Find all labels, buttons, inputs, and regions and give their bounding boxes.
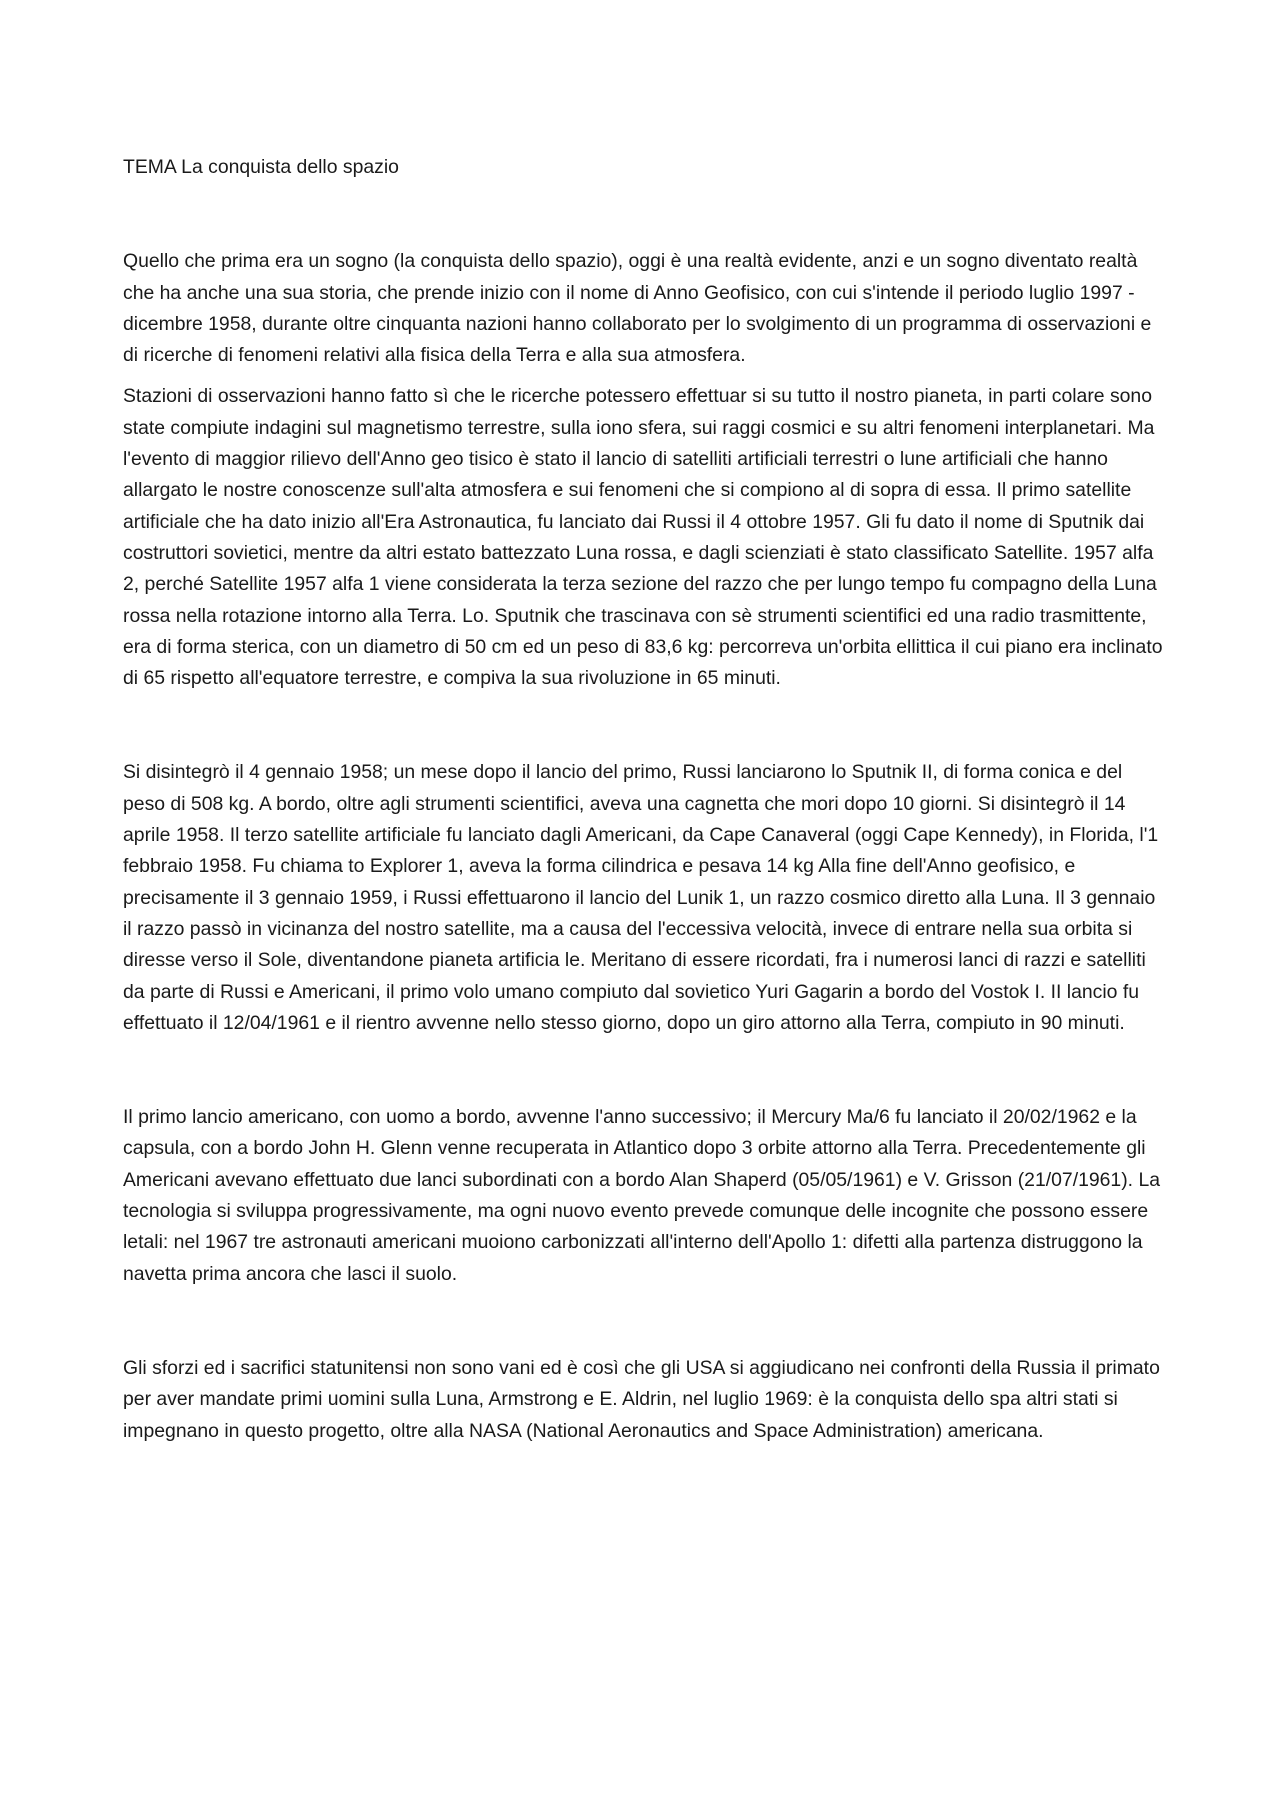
paragraph-2: Stazioni di osservazioni hanno fatto sì che le ricerche potessero effettuar si su tutto il nostro pianeta, in parti colare sono state compiute indagini sul magnetismo terrestre, sulla iono sfera, sui raggi cosmici e su altri fenomeni interplanetari. Ma l'evento di maggior rilievo dell'Anno geo tisico è stato il lancio di satelliti artificiali terrestri o lune artificiali che hanno allargato le nostre conoscenze sull'alta atmosfera e sui fenomeni che si compiono al di sopra di essa. Il primo satellite artificiale che ha dato inizio all'Era Astronautica, fu lanciato dai Russi il 4 ottobre 1957. Gli fu dato il nome di Sputnik dai costruttori sovietici, mentre da altri estato battezzato Luna rossa, e dagli scienziati è stato classificato Satellite. 1957 alfa 2, perché Satellite 1957 alfa 1 viene considerata la terza sezione del razzo che per lungo tempo fu compagno della Luna rossa nella rotazione intorno alla Terra. Lo. Sputnik che trascinava con sè strumenti scientifici ed una radio trasmittente, era di forma sterica, con un diametro di 50 cm ed un peso di 83,6 kg: percorreva un'orbita ellittica il cui piano era inclinato di 65 rispetto all'equatore terrestre, e compiva la sua rivoluzione in 65 minuti. [123,385,1163,690]
document-body [123,152,1168,1447]
paragraph-1: Quello che prima era un sogno (la conquista dello spazio), oggi è una realtà evidente, anzi e un sogno diventato realtà che ha anche una sua storia, che prende inizio con il nome di Anno Geofisico, con cui s'intende il periodo luglio 1997 - dicembre 1958, durante oltre cinquanta nazioni hanno collaborato per lo svolgimento di un programma di osservazioni e di ricerche di fenomeni relativi alla fisica della Terra e alla sua atmosfera. [123,250,1152,367]
paragraph-4: Il primo lancio americano, con uomo a bordo, avvenne l'anno successivo; il Mercury Ma/6 fu lanciato il 20/02/1962 e la capsula, con a bordo John H. Glenn venne recuperata in Atlantico dopo 3 orbite attorno alla Terra. Precedentemente gli Americani avevano effettuato due lanci subordinati con a bordo Alan Shaperd (05/05/1961) e V. Grisson (21/07/1961). La tecnologia si sviluppa progressivamente, ma ogni nuovo evento prevede comunque delle incognite che possono essere letali: nel 1967 tre astronauti americani muoiono carbonizzati all'interno dell'Apollo 1: difetti alla partenza distruggono la navetta prima ancora che lasci il suolo. [123,1106,1161,1285]
paragraph-3: Si disintegrò il 4 gennaio 1958; un mese dopo il lancio del primo, Russi lanciarono lo Sputnik II, di forma conica e del peso di 508 kg. A bordo, oltre agli strumenti scientifici, aveva una cagnetta che mori dopo 10 giorni. Si disintegrò il 14 aprile 1958. Il terzo satellite artificiale fu lanciato dagli Americani, da Cape Canaveral (oggi Cape Kennedy), in Florida, l'1 febbraio 1958. Fu chiama to Explorer 1, aveva la forma cilindrica e pesava 14 kg Alla fine dell'Anno geofisico, e precisamente il 3 gennaio 1959, i Russi effettuarono il lancio del Lunik 1, un razzo cosmico diretto alla Luna. Il 3 gennaio il razzo passò in vicinanza del nostro satellite, ma a causa del l'eccessiva velocità, invece di entrare nella sua orbita si diresse verso il Sole, diventandone pianeta artificia le. Meritano di essere ricordati, fra i numerosi lanci di razzi e satelliti da parte di Russi e Americani, il primo volo umano compiuto dal sovietico Yuri Gagarin a bordo del Vostok I. II lancio fu effettuato il 12/04/1961 e il rientro avvenne nello stesso giorno, dopo un giro attorno alla Terra, compiuto in 90 minuti. [123,761,1159,1034]
document-title: TEMA La conquista dello spazio [123,156,399,178]
paragraph-5: Gli sforzi ed i sacrifici statunitensi non sono vani ed è così che gli USA si aggiudicano nei confronti della Russia il primato per aver mandate primi uomini sulla Luna, Armstrong e E. Aldrin, nel luglio 1969: è la conquista dello spa altri stati si impegnano in questo progetto, oltre alla NASA (National Aeronautics and Space Administration) americana. [123,1356,1160,1442]
